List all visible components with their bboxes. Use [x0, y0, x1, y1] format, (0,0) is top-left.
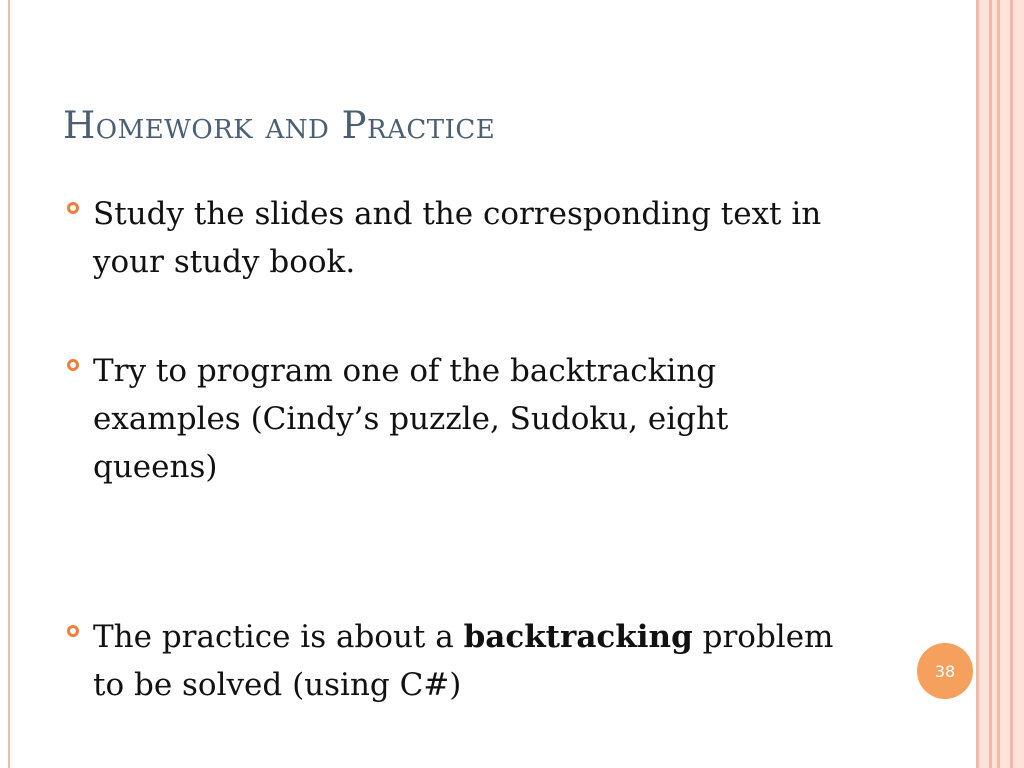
bullet-list [64, 0, 864, 768]
page-number-badge [917, 643, 973, 699]
right-stripe [1013, 0, 1024, 768]
bullet-circle-icon [67, 625, 79, 637]
bullet-item [64, 347, 844, 491]
right-stripe [979, 0, 989, 768]
bullet-circle-icon [67, 359, 79, 371]
bullet-text: Try to program one of the backtracking examples (Cindy’s puzzle, Sudoku, eight queens) [93, 353, 729, 485]
bullet-circle-icon [67, 202, 79, 214]
bullet-item [64, 613, 844, 709]
slide-title: Homework and Practice [63, 104, 496, 147]
bullet-text-start: The practice is about a [93, 619, 464, 655]
left-border-line [8, 0, 10, 768]
bullet-item [64, 190, 844, 286]
bullet-text-bold: backtracking [463, 619, 693, 655]
bullet-text-end: problem to be solved (using C#) [93, 619, 834, 703]
page-number: 38 [934, 661, 956, 681]
right-stripe [1000, 0, 1010, 768]
bullet-text [93, 613, 844, 709]
bullet-text: Study the slides and the corresponding text in your study book. [93, 196, 822, 280]
